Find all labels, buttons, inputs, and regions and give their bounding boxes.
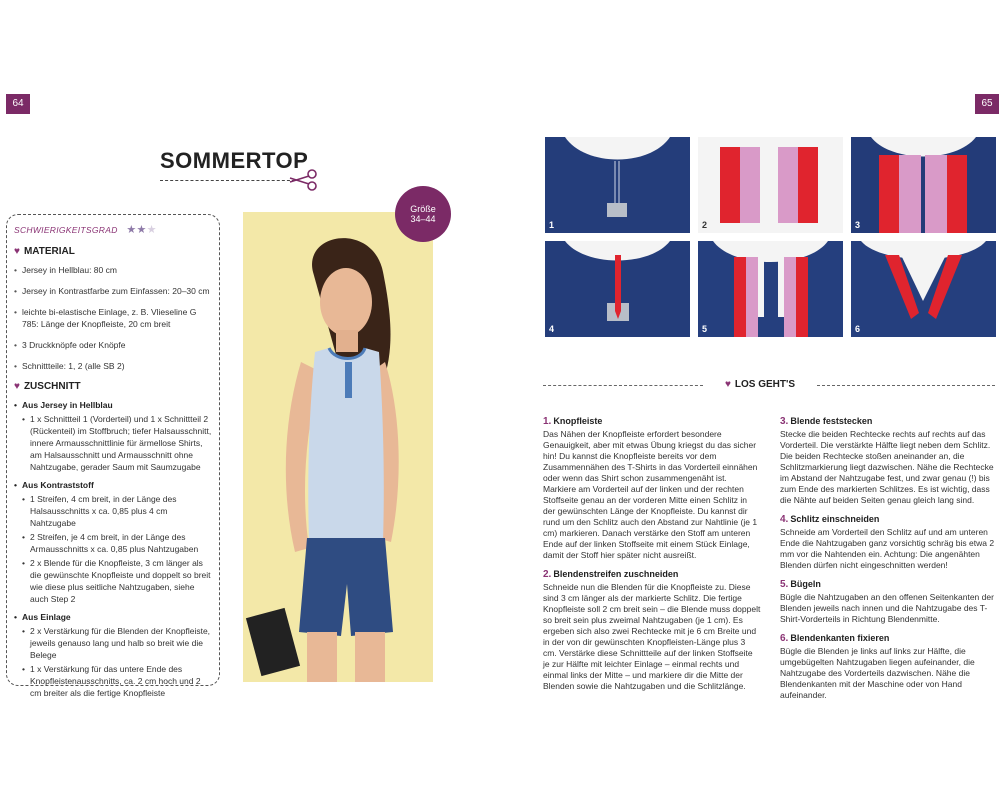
cut-list	[14, 413, 214, 473]
heart-icon: ♥	[14, 381, 20, 392]
difficulty-stars	[126, 224, 157, 236]
step-number: 5	[702, 324, 708, 334]
heart-icon: ♥	[14, 246, 20, 257]
step-number: 6	[855, 324, 861, 334]
step-text: Schneide am Vorderteil den Schlitz auf und am unteren Ende die Nahtzugaben ganz vorsichtig schräg bis etwa 2 mm vor die Nahtenden ein. Achtung: Die angenähten Blenden dürfen nicht eingeschnitten werden!	[780, 527, 995, 570]
zuschnitt-heading: ♥ ZUSCHNITT	[14, 381, 81, 392]
step-text: Stecke die beiden Rechtecke rechts auf rechts auf das Vorderteil. Die verstärkte Hälfte liegt neben dem Schlitz. Die beiden Rechtecke stoßen aneinander an, die Schlitzmarkierung liegt dazwischen. Nähe die Rechtecke im Abstand der Nahtzugabe fest, und zwar genau (!) bis zum Ende des markierten Schlitzes. Es ist wichtig, dass die Nähte auf beiden Seiten genau gleich lang sind.	[780, 429, 994, 505]
list-item: • Jersey in Kontrastfarbe zum Einfassen: 20–30 cm	[14, 285, 214, 297]
cut-list	[14, 625, 214, 699]
title-dashed-line	[160, 180, 295, 181]
heart-icon: ♥	[724, 379, 731, 390]
list-item: • leichte bi-elastische Einlage, z. B. Vlieseline G 785: Länge der Knopfleiste, 20 cm breit	[14, 306, 214, 330]
step-text: Bügle die Nahtzugaben an den offenen Seitenkanten der Blenden jeweils nach innen und die Nahtzugabe des T-Shirt-Vorderteils in Richtung Blendenmitte.	[780, 592, 994, 624]
page-number-left: 64	[6, 94, 30, 114]
step-image-2	[698, 137, 843, 233]
cut-group-title: • Aus Kontraststoff	[14, 479, 214, 491]
list-item: • 2 x Verstärkung für die Blenden der Knopfleiste, jeweils genauso lang und halb so breit wie die Belege	[22, 625, 214, 661]
steps-column-left	[543, 416, 761, 700]
size-badge	[395, 186, 451, 242]
step-image-4	[545, 241, 690, 337]
step-heading: 5. Bügeln	[780, 579, 821, 590]
model-photo	[243, 212, 433, 682]
difficulty-rating	[14, 224, 214, 236]
step-heading: 6. Blendenkanten fixieren	[780, 633, 890, 644]
los-gehts-heading: ♥ LOS GEHT'S	[724, 379, 796, 390]
step-image-6	[851, 241, 996, 337]
list-item: • 1 x Verstärkung für das untere Ende des Knopfleistenausschnitts, ca. 2 cm hoch und 2 cm breiter als die fertige Knopfleiste	[22, 663, 214, 699]
step-image-5	[698, 241, 843, 337]
list-item: • 2 Streifen, je 4 cm breit, in der Länge des Armausschnitts x ca. 0,85 plus Nahtzugaben	[22, 531, 214, 555]
step-heading: 2. Blendenstreifen zuschneiden	[543, 569, 679, 580]
cut-group-title: • Aus Jersey in Hellblau	[14, 399, 214, 411]
list-item: • Jersey in Hellblau: 80 cm	[14, 264, 214, 276]
material-list	[14, 264, 214, 372]
step-number: 1	[549, 220, 555, 230]
list-item: • 1 x Schnittteil 1 (Vorderteil) und 1 x Schnittteil 2 (Rückenteil) im Stoffbruch; tiefer Halsausschnitt, innere Armausschnittlinie für ärmellose Shirts, am Halsausschnitt und Armausschnitt ohne Nahtzugabe, gerader Saum mit Saumzugabe	[22, 413, 214, 473]
section-divider	[817, 385, 995, 386]
list-item: • 2 x Blende für die Knopfleiste, 3 cm länger als die gewünschte Knopfleiste und doppelt so breit wie diese plus seitliche Nahtzugaben, siehe auch Step 2	[22, 557, 214, 605]
step-number: 2	[702, 220, 708, 230]
list-item: • Schnittteile: 1, 2 (alle SB 2)	[14, 360, 214, 372]
steps-column-right	[780, 416, 995, 709]
list-item: • 3 Druckknöpfe oder Knöpfe	[14, 339, 214, 351]
step-heading: 3. Blende feststecken	[780, 416, 873, 427]
difficulty-label: SCHWIERIGKEITSGRAD	[14, 225, 118, 235]
step-images-grid	[545, 137, 997, 337]
star-icon: ★★	[126, 224, 147, 236]
step-text: Bügle die Blenden je links auf links zur Hälfte, die umgebügelten Nahtzugaben liegen aufeinander, die Nahtzugabe des Vorderteils dazwischen. Nähe die Blendenkanten mit der Maschine oder von Hand aufeinander.	[780, 646, 975, 700]
step-number: 3	[855, 220, 861, 230]
size-label: Größe	[410, 204, 436, 214]
step-heading: 4. Schlitz einschneiden	[780, 514, 880, 525]
cut-group-title: • Aus Einlage	[14, 611, 214, 623]
step-number: 4	[549, 324, 555, 334]
step-image-3	[851, 137, 996, 233]
list-item: • 1 Streifen, 4 cm breit, in der Länge des Halsausschnitts x ca. 0,85 plus 4 cm Nahtzugabe	[22, 493, 214, 529]
page-title: SOMMERTOP	[160, 148, 309, 173]
step-image-1	[545, 137, 690, 233]
cut-list	[14, 493, 214, 605]
size-range: 34–44	[410, 214, 436, 224]
step-text: Das Nähen der Knopfleiste erfordert besondere Genauigkeit, aber mit etwas Übung kriegst du das sicher hin! Du kannst die Knopfleiste bereits vor dem Zusammennähen des T-Shirts in das Vorderteil einnähen oder wenn das Shirt schon zusammengenäht ist. Markiere am Vorderteil auf der linken und der rechten Stoffseite genau an der vorderen Mitte einen Schlitz in der gewünschten Länge der Knopfleiste. Du kannst dir rund um den Schlitz auch den Abstand zur Nahtlinie (je 1 cm) markieren. Danach verstärke den Stoff am unteren Ende auf der linken Stoffseite mit einem Stück Einlage, damit der Stoff hier später nicht ausreißt.	[543, 429, 758, 560]
section-divider	[543, 385, 703, 386]
material-heading: ♥ MATERIAL	[14, 246, 75, 257]
star-icon: ★	[146, 224, 157, 236]
page-number-right: 65	[975, 94, 999, 114]
step-text: Schneide nun die Blenden für die Knopfleiste zu. Diese sind 3 cm länger als der markierte Schlitz. Die fertige Knopfleiste soll 2 cm breit sein – die Blende muss doppelt so breit sein plus zweimal Nahtzugaben (je 1 cm). Es ergeben sich also zwei Rechtecke mit je 6 cm Breite und in der von dir gewünschten Knopfleisten-Länge plus 3 cm. Verstärke diese Schnittteile auf der linken Stoffseite je zur Hälfte mit leichter Einlage – einmal rechts und einmal links der Mitte – und markiere dir die Mitte der Blenden sowie die Nahtzugaben und die Schlitzlänge.	[543, 582, 761, 691]
scissors-icon	[288, 168, 318, 192]
material-content	[14, 224, 214, 705]
step-heading: 1. Knopfleiste	[543, 416, 603, 427]
